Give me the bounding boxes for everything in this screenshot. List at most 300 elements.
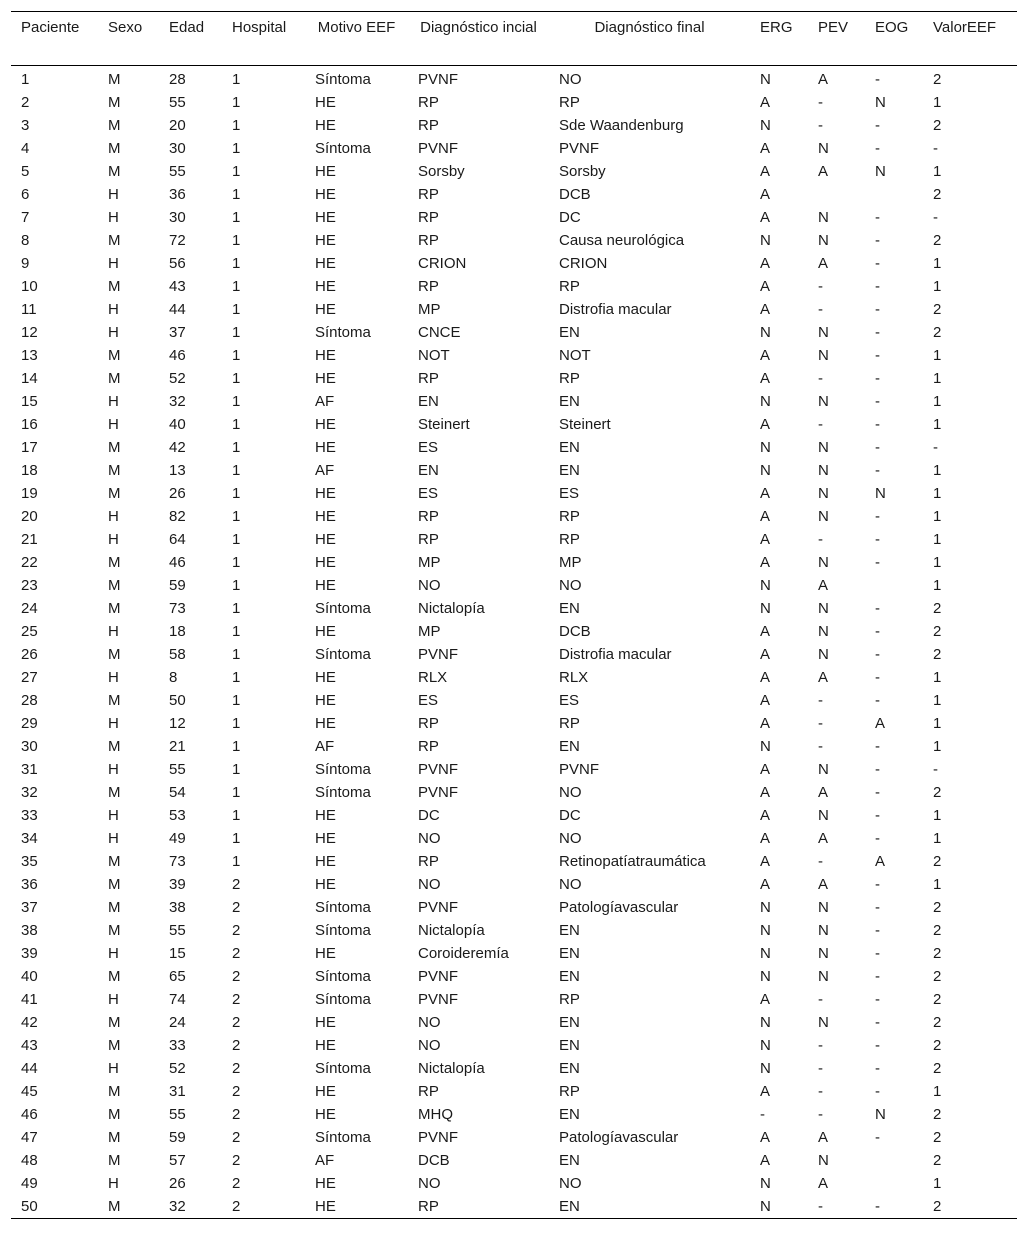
cell-valor-eef: 1 bbox=[933, 692, 942, 709]
table-row bbox=[11, 919, 1017, 942]
cell-diagnostico-final: RP bbox=[559, 508, 580, 525]
header-diagnostico-final: Diagnóstico final bbox=[594, 19, 705, 36]
cell-edad: 30 bbox=[169, 209, 186, 226]
cell-motivo-eef: Síntoma bbox=[315, 324, 371, 341]
cell-edad: 39 bbox=[169, 876, 186, 893]
cell-erg: N bbox=[760, 393, 771, 410]
cell-pev: N bbox=[818, 807, 829, 824]
cell-valor-eef: 1 bbox=[933, 715, 942, 732]
cell-eog: - bbox=[875, 692, 880, 709]
cell-hospital: 1 bbox=[232, 669, 241, 686]
cell-diagnostico-final: RP bbox=[559, 370, 580, 387]
cell-motivo-eef: Síntoma bbox=[315, 1129, 371, 1146]
cell-eog bbox=[865, 1172, 923, 1195]
cell-sexo: H bbox=[108, 324, 119, 341]
cell-erg: A bbox=[760, 186, 771, 203]
header-hospital: Hospital bbox=[232, 19, 287, 36]
cell-paciente: 22 bbox=[21, 554, 38, 571]
cell-eog: - bbox=[875, 899, 880, 916]
cell-eog: - bbox=[875, 600, 880, 617]
cell-motivo-eef: HE bbox=[315, 117, 336, 134]
cell-sexo: M bbox=[108, 738, 121, 755]
cell-motivo-eef: HE bbox=[315, 853, 336, 870]
cell-diagnostico-inicial: EN bbox=[418, 393, 439, 410]
cell-edad: 40 bbox=[169, 416, 186, 433]
cell-diagnostico-inicial: Sorsby bbox=[418, 163, 465, 180]
cell-edad: 33 bbox=[169, 1037, 186, 1054]
cell-sexo: M bbox=[108, 784, 121, 801]
cell-diagnostico-final: EN bbox=[559, 945, 580, 962]
header-sexo: Sexo bbox=[108, 19, 143, 36]
cell-valor-eef: 1 bbox=[933, 370, 942, 387]
cell-hospital: 1 bbox=[232, 600, 241, 617]
cell-erg: N bbox=[760, 968, 771, 985]
cell-edad: 8 bbox=[169, 669, 178, 686]
cell-pev: N bbox=[818, 968, 829, 985]
cell-edad: 55 bbox=[169, 1106, 186, 1123]
cell-motivo-eef: HE bbox=[315, 1175, 336, 1192]
cell-diagnostico-inicial: RP bbox=[418, 186, 439, 203]
cell-sexo: H bbox=[108, 1060, 119, 1077]
cell-valor-eef: 1 bbox=[933, 669, 942, 686]
header-row bbox=[11, 12, 1017, 66]
cell-paciente: 47 bbox=[21, 1129, 38, 1146]
cell-sexo: M bbox=[108, 646, 121, 663]
cell-diagnostico-final: NOT bbox=[559, 347, 591, 364]
cell-paciente: 28 bbox=[21, 692, 38, 709]
cell-paciente: 13 bbox=[21, 347, 38, 364]
cell-eog: N bbox=[875, 94, 886, 111]
cell-paciente: 18 bbox=[21, 462, 38, 479]
table-row bbox=[11, 344, 1017, 367]
cell-erg: N bbox=[760, 945, 771, 962]
cell-valor-eef: 1 bbox=[933, 1175, 942, 1192]
cell-valor-eef: 1 bbox=[933, 876, 942, 893]
cell-erg: A bbox=[760, 485, 771, 502]
cell-hospital: 1 bbox=[232, 186, 241, 203]
cell-pev: - bbox=[818, 301, 823, 318]
cell-erg: A bbox=[760, 991, 771, 1008]
cell-eog: - bbox=[875, 508, 880, 525]
cell-edad: 20 bbox=[169, 117, 186, 134]
cell-diagnostico-final: RLX bbox=[559, 669, 589, 686]
cell-diagnostico-final: ES bbox=[559, 485, 580, 502]
cell-edad: 59 bbox=[169, 577, 186, 594]
cell-paciente: 9 bbox=[21, 255, 30, 272]
cell-paciente: 23 bbox=[21, 577, 38, 594]
cell-sexo: H bbox=[108, 830, 119, 847]
cell-pev: - bbox=[818, 278, 823, 295]
cell-motivo-eef: Síntoma bbox=[315, 600, 371, 617]
cell-pev: - bbox=[818, 531, 823, 548]
cell-pev: - bbox=[818, 117, 823, 134]
cell-diagnostico-final: EN bbox=[559, 393, 580, 410]
cell-diagnostico-inicial: RP bbox=[418, 232, 439, 249]
cell-edad: 46 bbox=[169, 347, 186, 364]
cell-erg: N bbox=[760, 71, 771, 88]
cell-eog: - bbox=[875, 416, 880, 433]
header-edad: Edad bbox=[169, 19, 205, 36]
cell-edad: 58 bbox=[169, 646, 186, 663]
header-valor-eef: ValorEEF bbox=[933, 19, 997, 36]
cell-erg: A bbox=[760, 370, 771, 387]
cell-diagnostico-final: Patologíavascular bbox=[559, 899, 679, 916]
cell-edad: 36 bbox=[169, 186, 186, 203]
cell-eog: - bbox=[875, 784, 880, 801]
cell-diagnostico-inicial: ES bbox=[418, 692, 439, 709]
cell-hospital: 1 bbox=[232, 646, 241, 663]
cell-motivo-eef: HE bbox=[315, 554, 336, 571]
patients-table bbox=[11, 11, 1017, 1219]
cell-valor-eef: 2 bbox=[933, 1152, 942, 1169]
cell-motivo-eef: HE bbox=[315, 278, 336, 295]
cell-diagnostico-final: EN bbox=[559, 738, 580, 755]
cell-hospital: 1 bbox=[232, 278, 241, 295]
cell-eog: - bbox=[875, 830, 880, 847]
cell-pev: A bbox=[818, 876, 829, 893]
cell-edad: 50 bbox=[169, 692, 186, 709]
cell-erg: A bbox=[760, 278, 771, 295]
cell-edad: 72 bbox=[169, 232, 186, 249]
cell-diagnostico-inicial: NO bbox=[418, 1037, 441, 1054]
table-row bbox=[11, 183, 1017, 206]
cell-paciente: 35 bbox=[21, 853, 38, 870]
cell-valor-eef: 2 bbox=[933, 1060, 942, 1077]
cell-diagnostico-inicial: DC bbox=[418, 807, 440, 824]
cell-motivo-eef: HE bbox=[315, 945, 336, 962]
cell-eog bbox=[865, 574, 923, 597]
cell-hospital: 2 bbox=[232, 876, 241, 893]
cell-erg: N bbox=[760, 232, 771, 249]
cell-paciente: 8 bbox=[21, 232, 30, 249]
cell-diagnostico-inicial: NO bbox=[418, 577, 441, 594]
cell-motivo-eef: HE bbox=[315, 807, 336, 824]
cell-motivo-eef: HE bbox=[315, 531, 336, 548]
cell-paciente: 30 bbox=[21, 738, 38, 755]
cell-motivo-eef: Síntoma bbox=[315, 899, 371, 916]
cell-eog: - bbox=[875, 347, 880, 364]
cell-diagnostico-inicial: Nictalopía bbox=[418, 1060, 485, 1077]
cell-hospital: 1 bbox=[232, 554, 241, 571]
cell-diagnostico-inicial: RP bbox=[418, 508, 439, 525]
cell-edad: 15 bbox=[169, 945, 186, 962]
cell-diagnostico-inicial: CNCE bbox=[418, 324, 461, 341]
header-diagnostico-inicial: Diagnóstico incial bbox=[420, 19, 537, 36]
table-row bbox=[11, 114, 1017, 137]
cell-diagnostico-inicial: NO bbox=[418, 876, 441, 893]
cell-pev: - bbox=[818, 738, 823, 755]
cell-diagnostico-final: EN bbox=[559, 1106, 580, 1123]
table-row bbox=[11, 1011, 1017, 1034]
header-eog: EOG bbox=[875, 19, 909, 36]
cell-valor-eef: 2 bbox=[933, 899, 942, 916]
cell-erg: A bbox=[760, 301, 771, 318]
cell-sexo: M bbox=[108, 71, 121, 88]
cell-erg: A bbox=[760, 715, 771, 732]
cell-sexo: M bbox=[108, 876, 121, 893]
cell-hospital: 2 bbox=[232, 922, 241, 939]
table-row bbox=[11, 160, 1017, 183]
cell-diagnostico-final: RP bbox=[559, 991, 580, 1008]
cell-pev: N bbox=[818, 1014, 829, 1031]
cell-diagnostico-final: NO bbox=[559, 577, 582, 594]
table-row bbox=[11, 988, 1017, 1011]
cell-valor-eef: 1 bbox=[933, 807, 942, 824]
cell-hospital: 2 bbox=[232, 1060, 241, 1077]
table-row bbox=[11, 1034, 1017, 1057]
cell-valor-eef: 2 bbox=[933, 324, 942, 341]
cell-motivo-eef: HE bbox=[315, 830, 336, 847]
cell-valor-eef: - bbox=[933, 140, 938, 157]
cell-eog: - bbox=[875, 738, 880, 755]
cell-paciente: 36 bbox=[21, 876, 38, 893]
cell-sexo: H bbox=[108, 807, 119, 824]
cell-hospital: 2 bbox=[232, 1037, 241, 1054]
cell-paciente: 24 bbox=[21, 600, 38, 617]
table-row bbox=[11, 896, 1017, 919]
cell-pev: - bbox=[818, 1037, 823, 1054]
cell-diagnostico-final: EN bbox=[559, 600, 580, 617]
cell-diagnostico-inicial: PVNF bbox=[418, 968, 459, 985]
table-row bbox=[11, 850, 1017, 873]
cell-sexo: M bbox=[108, 1198, 121, 1215]
cell-eog: - bbox=[875, 462, 880, 479]
cell-pev: - bbox=[818, 94, 823, 111]
cell-pev: N bbox=[818, 899, 829, 916]
cell-diagnostico-final: EN bbox=[559, 439, 580, 456]
cell-eog: - bbox=[875, 324, 880, 341]
cell-pev: - bbox=[818, 1106, 823, 1123]
cell-eog: - bbox=[875, 807, 880, 824]
cell-motivo-eef: Síntoma bbox=[315, 71, 371, 88]
cell-eog: N bbox=[875, 485, 886, 502]
cell-pev: A bbox=[818, 163, 829, 180]
cell-diagnostico-inicial: PVNF bbox=[418, 784, 459, 801]
cell-erg: A bbox=[760, 876, 771, 893]
cell-edad: 26 bbox=[169, 485, 186, 502]
cell-motivo-eef: AF bbox=[315, 738, 335, 755]
header-pev: PEV bbox=[818, 19, 849, 36]
cell-sexo: H bbox=[108, 416, 119, 433]
cell-eog: - bbox=[875, 255, 880, 272]
cell-hospital: 1 bbox=[232, 439, 241, 456]
cell-edad: 30 bbox=[169, 140, 186, 157]
cell-diagnostico-final: Patologíavascular bbox=[559, 1129, 679, 1146]
cell-erg: A bbox=[760, 646, 771, 663]
cell-motivo-eef: Síntoma bbox=[315, 761, 371, 778]
cell-eog: - bbox=[875, 140, 880, 157]
cell-diagnostico-inicial: RP bbox=[418, 715, 439, 732]
cell-pev: N bbox=[818, 922, 829, 939]
cell-eog bbox=[865, 183, 923, 206]
cell-edad: 55 bbox=[169, 163, 186, 180]
cell-sexo: M bbox=[108, 899, 121, 916]
cell-valor-eef: 1 bbox=[933, 94, 942, 111]
cell-diagnostico-final: EN bbox=[559, 1037, 580, 1054]
cell-edad: 32 bbox=[169, 393, 186, 410]
cell-edad: 82 bbox=[169, 508, 186, 525]
cell-erg: A bbox=[760, 347, 771, 364]
cell-diagnostico-inicial: PVNF bbox=[418, 646, 459, 663]
cell-paciente: 25 bbox=[21, 623, 38, 640]
cell-motivo-eef: HE bbox=[315, 186, 336, 203]
cell-motivo-eef: HE bbox=[315, 876, 336, 893]
cell-pev: A bbox=[818, 255, 829, 272]
cell-valor-eef: 2 bbox=[933, 186, 942, 203]
cell-pev: N bbox=[818, 347, 829, 364]
cell-hospital: 1 bbox=[232, 715, 241, 732]
cell-valor-eef: 2 bbox=[933, 232, 942, 249]
cell-diagnostico-final: PVNF bbox=[559, 140, 600, 157]
cell-valor-eef: 1 bbox=[933, 554, 942, 571]
table-row bbox=[11, 1149, 1017, 1172]
cell-diagnostico-inicial: DCB bbox=[418, 1152, 450, 1169]
cell-diagnostico-inicial: RP bbox=[418, 1198, 439, 1215]
cell-motivo-eef: Síntoma bbox=[315, 646, 371, 663]
cell-eog: - bbox=[875, 1014, 880, 1031]
table-row bbox=[11, 505, 1017, 528]
cell-valor-eef: 2 bbox=[933, 968, 942, 985]
cell-erg: - bbox=[760, 1106, 765, 1123]
cell-pev: N bbox=[818, 232, 829, 249]
cell-diagnostico-final: NO bbox=[559, 830, 582, 847]
cell-hospital: 1 bbox=[232, 623, 241, 640]
table-row bbox=[11, 1126, 1017, 1149]
cell-motivo-eef: Síntoma bbox=[315, 784, 371, 801]
cell-diagnostico-inicial: CRION bbox=[418, 255, 467, 272]
cell-erg: A bbox=[760, 554, 771, 571]
cell-eog: - bbox=[875, 761, 880, 778]
cell-edad: 49 bbox=[169, 830, 186, 847]
cell-edad: 57 bbox=[169, 1152, 186, 1169]
cell-edad: 46 bbox=[169, 554, 186, 571]
cell-hospital: 2 bbox=[232, 1106, 241, 1123]
cell-motivo-eef: HE bbox=[315, 669, 336, 686]
cell-paciente: 49 bbox=[21, 1175, 38, 1192]
cell-edad: 43 bbox=[169, 278, 186, 295]
cell-eog: - bbox=[875, 876, 880, 893]
table-row bbox=[11, 390, 1017, 413]
cell-erg: N bbox=[760, 1037, 771, 1054]
cell-motivo-eef: HE bbox=[315, 715, 336, 732]
cell-valor-eef: 1 bbox=[933, 163, 942, 180]
cell-sexo: M bbox=[108, 1083, 121, 1100]
cell-eog: N bbox=[875, 163, 886, 180]
cell-diagnostico-inicial: NOT bbox=[418, 347, 450, 364]
cell-edad: 55 bbox=[169, 922, 186, 939]
cell-pev: A bbox=[818, 1129, 829, 1146]
cell-diagnostico-final: MP bbox=[559, 554, 582, 571]
header-erg: ERG bbox=[760, 19, 793, 36]
table-row bbox=[11, 735, 1017, 758]
table-row bbox=[11, 413, 1017, 436]
cell-diagnostico-inicial: NO bbox=[418, 1014, 441, 1031]
cell-hospital: 2 bbox=[232, 991, 241, 1008]
cell-valor-eef: 1 bbox=[933, 462, 942, 479]
cell-hospital: 1 bbox=[232, 485, 241, 502]
cell-diagnostico-inicial: EN bbox=[418, 462, 439, 479]
cell-paciente: 39 bbox=[21, 945, 38, 962]
cell-diagnostico-inicial: RP bbox=[418, 209, 439, 226]
cell-pev: A bbox=[818, 784, 829, 801]
cell-erg: A bbox=[760, 692, 771, 709]
cell-sexo: M bbox=[108, 94, 121, 111]
cell-hospital: 2 bbox=[232, 899, 241, 916]
table-row bbox=[11, 91, 1017, 114]
cell-motivo-eef: HE bbox=[315, 416, 336, 433]
cell-hospital: 1 bbox=[232, 416, 241, 433]
cell-sexo: M bbox=[108, 577, 121, 594]
table-row bbox=[11, 206, 1017, 229]
cell-diagnostico-final: EN bbox=[559, 1060, 580, 1077]
cell-diagnostico-inicial: PVNF bbox=[418, 140, 459, 157]
cell-diagnostico-final: EN bbox=[559, 1152, 580, 1169]
cell-motivo-eef: HE bbox=[315, 1037, 336, 1054]
cell-pev: A bbox=[818, 71, 829, 88]
cell-pev: N bbox=[818, 439, 829, 456]
header-paciente: Paciente bbox=[21, 19, 80, 36]
cell-edad: 55 bbox=[169, 761, 186, 778]
cell-diagnostico-inicial: Nictalopía bbox=[418, 922, 485, 939]
cell-pev: N bbox=[818, 554, 829, 571]
cell-hospital: 1 bbox=[232, 738, 241, 755]
cell-diagnostico-final: Sorsby bbox=[559, 163, 606, 180]
cell-pev: - bbox=[818, 416, 823, 433]
table-row bbox=[11, 1080, 1017, 1103]
cell-sexo: H bbox=[108, 669, 119, 686]
cell-paciente: 45 bbox=[21, 1083, 38, 1100]
cell-motivo-eef: AF bbox=[315, 462, 335, 479]
cell-paciente: 32 bbox=[21, 784, 38, 801]
cell-eog: - bbox=[875, 1060, 880, 1077]
cell-diagnostico-final: NO bbox=[559, 876, 582, 893]
cell-valor-eef: 2 bbox=[933, 1198, 942, 1215]
cell-sexo: M bbox=[108, 600, 121, 617]
cell-paciente: 20 bbox=[21, 508, 38, 525]
cell-erg: A bbox=[760, 1152, 771, 1169]
cell-sexo: M bbox=[108, 439, 121, 456]
cell-edad: 38 bbox=[169, 899, 186, 916]
cell-paciente: 21 bbox=[21, 531, 38, 548]
cell-pev: - bbox=[818, 715, 823, 732]
table-row bbox=[11, 873, 1017, 896]
cell-erg: A bbox=[760, 807, 771, 824]
cell-diagnostico-inicial: Steinert bbox=[418, 416, 470, 433]
table-row bbox=[11, 551, 1017, 574]
cell-valor-eef: 1 bbox=[933, 347, 942, 364]
cell-diagnostico-inicial: MHQ bbox=[418, 1106, 453, 1123]
table-row bbox=[11, 459, 1017, 482]
cell-motivo-eef: HE bbox=[315, 623, 336, 640]
cell-sexo: M bbox=[108, 1037, 121, 1054]
cell-eog: - bbox=[875, 991, 880, 1008]
header-motivo-eef: Motivo EEF bbox=[317, 19, 396, 36]
cell-valor-eef: 1 bbox=[933, 531, 942, 548]
cell-pev: - bbox=[818, 1198, 823, 1215]
cell-pev: N bbox=[818, 1152, 829, 1169]
cell-sexo: M bbox=[108, 232, 121, 249]
table-row bbox=[11, 597, 1017, 620]
cell-erg: A bbox=[760, 255, 771, 272]
cell-sexo: M bbox=[108, 968, 121, 985]
cell-diagnostico-final: EN bbox=[559, 1014, 580, 1031]
cell-diagnostico-inicial: RP bbox=[418, 370, 439, 387]
cell-paciente: 38 bbox=[21, 922, 38, 939]
cell-sexo: H bbox=[108, 209, 119, 226]
cell-hospital: 2 bbox=[232, 1129, 241, 1146]
cell-valor-eef: 2 bbox=[933, 1014, 942, 1031]
table-row bbox=[11, 666, 1017, 689]
